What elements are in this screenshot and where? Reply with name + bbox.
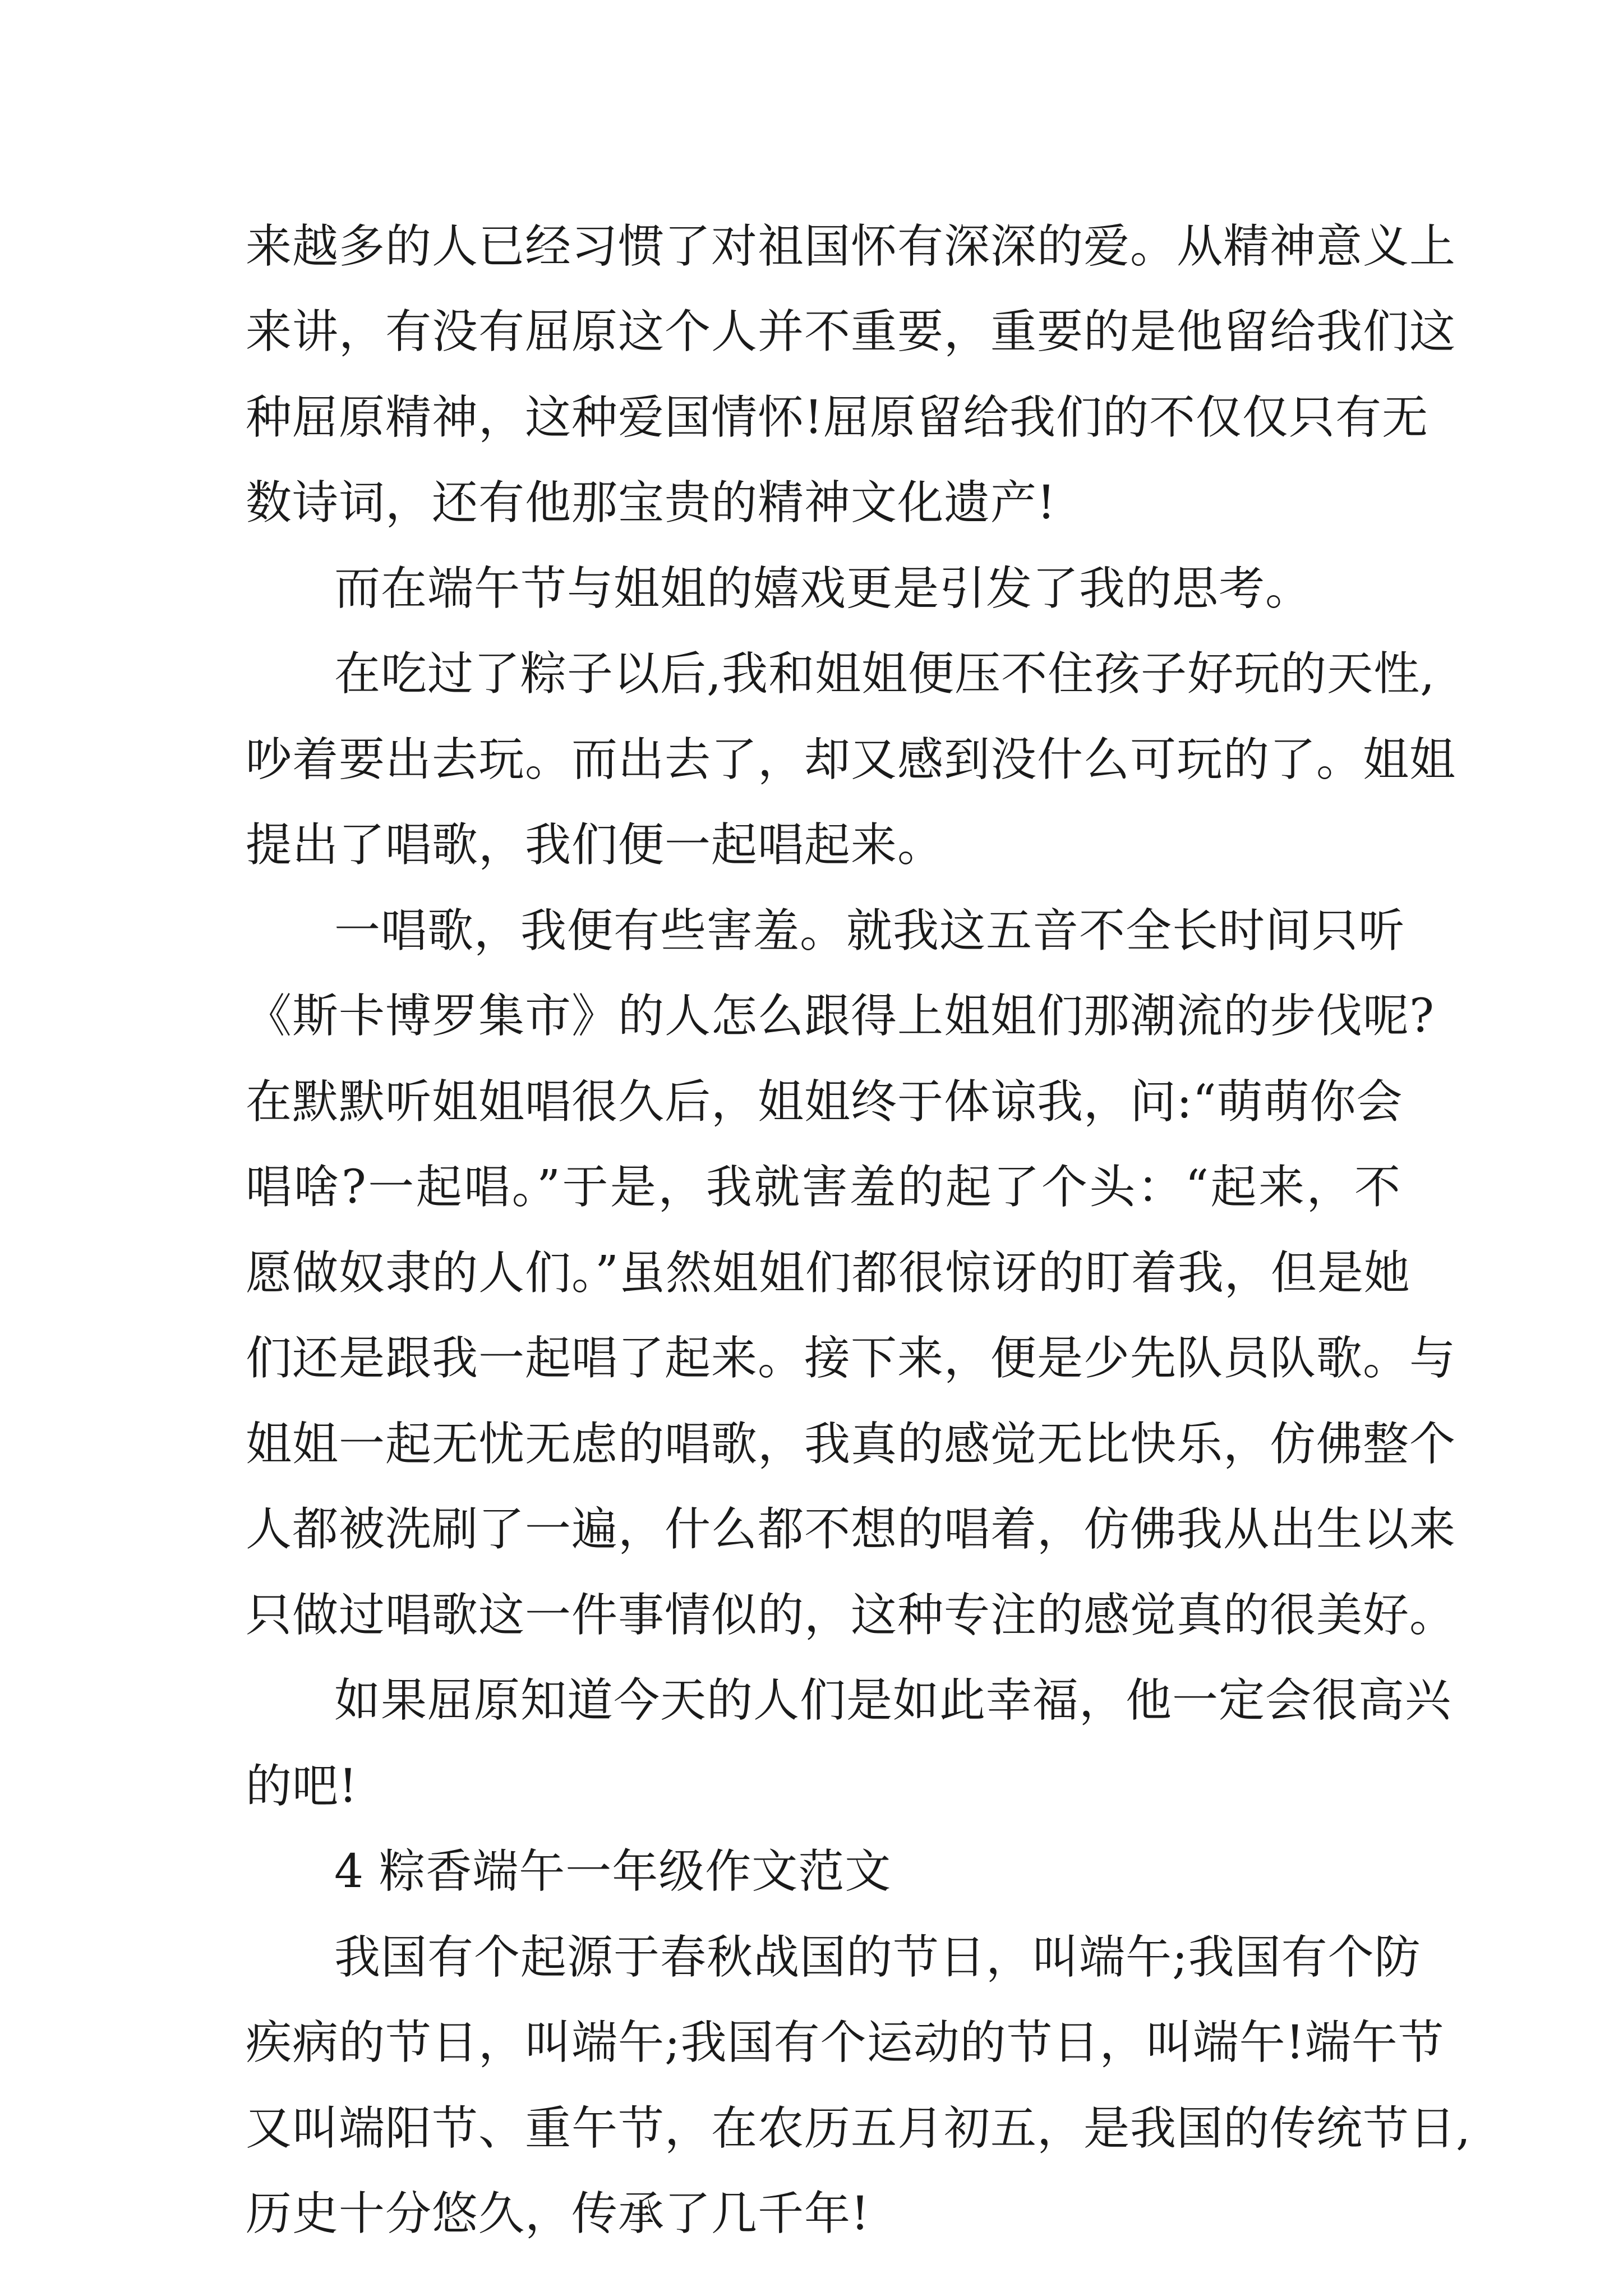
text-line: 又叫端阳节、重午节，在农历五月初五，是我国的传统节日, <box>246 2102 1472 2155</box>
text-line: 唱啥?一起唱。”于是，我就害羞的起了个头：“起来，不 <box>246 1161 1401 1214</box>
section-heading: 4 粽香端午一年级作文范文 <box>334 1845 892 1898</box>
text-line: 我国有个起源于春秋战国的节日，叫端午;我国有个防 <box>334 1931 1421 1984</box>
text-line: 来越多的人已经习惯了对祖国怀有深深的爱。从精神意义上 <box>246 220 1456 273</box>
text-line: 如果屈原知道今天的人们是如此幸福，他一定会很高兴 <box>334 1674 1452 1727</box>
text-line: 数诗词，还有他那宝贵的精神文化遗产! <box>246 476 1056 530</box>
text-line: 《斯卡博罗集市》的人怎么跟得上姐姐们那潮流的步伐呢? <box>246 990 1435 1043</box>
text-line: 在吃过了粽子以后,我和姐姐便压不住孩子好玩的天性, <box>334 647 1436 701</box>
text-line: 疾病的节日，叫端午;我国有个运动的节日，叫端午!端午节 <box>246 2016 1445 2069</box>
text-line: 姐姐一起无忧无虑的唱歌，我真的感觉无比快乐，仿佛整个 <box>246 1418 1456 1471</box>
text-line: 只做过唱歌这一件事情似的，这种专注的感觉真的很美好。 <box>246 1589 1456 1642</box>
text-line: 吵着要出去玩。而出去了，却又感到没什么可玩的了。姐姐 <box>246 733 1456 786</box>
text-line: 来讲，有没有屈原这个人并不重要，重要的是他留给我们这 <box>246 305 1456 358</box>
text-line: 提出了唱歌，我们便一起唱起来。 <box>246 818 944 872</box>
text-line: 历史十分悠久，传承了几千年! <box>246 2187 870 2240</box>
text-line: 们还是跟我一起唱了起来。接下来，便是少先队员队歌。与 <box>246 1332 1456 1385</box>
text-line: 种屈原精神，这种爱国情怀!屈原留给我们的不仅仅只有无 <box>246 391 1428 444</box>
text-line: 愿做奴隶的人们。”虽然姐姐们都很惊讶的盯着我，但是她 <box>246 1246 1410 1300</box>
text-line: 的吧! <box>246 1760 358 1813</box>
text-line: 人都被洗刷了一遍，什么都不想的唱着，仿佛我从出生以来 <box>246 1503 1456 1556</box>
text-line: 一唱歌，我便有些害羞。就我这五音不全长时间只听 <box>334 904 1405 958</box>
text-line: 而在端午节与姐姐的嬉戏更是引发了我的思考。 <box>334 562 1312 615</box>
text-line: 在默默听姐姐唱很久后，姐姐终于体谅我，问:“萌萌你会 <box>246 1075 1403 1129</box>
